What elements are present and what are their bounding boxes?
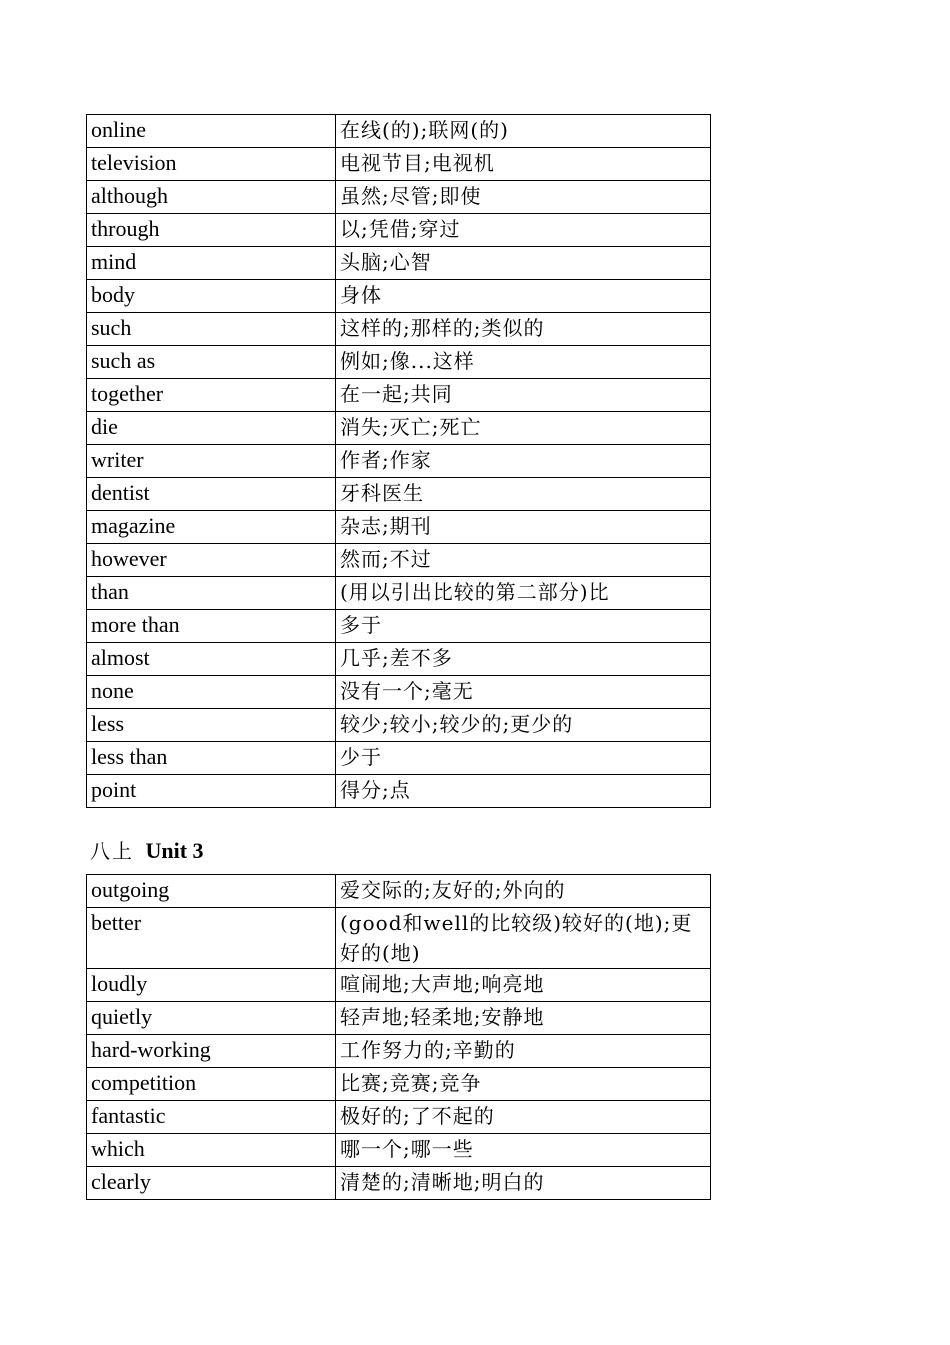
- vocab-word: together: [87, 379, 336, 412]
- vocab-meaning: 多于: [336, 610, 711, 643]
- vocab-word: magazine: [87, 511, 336, 544]
- vocab-word: online: [87, 115, 336, 148]
- vocab-row: [87, 379, 711, 412]
- vocab-meaning: 头脑;心智: [336, 247, 711, 280]
- vocab-word: die: [87, 412, 336, 445]
- vocab-word: writer: [87, 445, 336, 478]
- vocab-meaning: 哪一个;哪一些: [336, 1134, 711, 1167]
- vocab-meaning: 例如;像...这样: [336, 346, 711, 379]
- vocab-word: outgoing: [87, 875, 336, 908]
- vocab-row: [87, 676, 711, 709]
- vocab-meaning: 身体: [336, 280, 711, 313]
- vocab-meaning: 以;凭借;穿过: [336, 214, 711, 247]
- vocab-meaning: (good和well的比较级)较好的(地);更好的(地): [336, 908, 711, 969]
- vocab-word: such as: [87, 346, 336, 379]
- vocab-row: [87, 908, 711, 969]
- vocab-row: [87, 775, 711, 808]
- vocab-meaning: 得分;点: [336, 775, 711, 808]
- vocab-meaning: 作者;作家: [336, 445, 711, 478]
- vocab-meaning: 少于: [336, 742, 711, 775]
- vocab-row: [87, 577, 711, 610]
- vocab-meaning: 较少;较小;较少的;更少的: [336, 709, 711, 742]
- vocab-meaning: 电视节目;电视机: [336, 148, 711, 181]
- vocab-row: [87, 445, 711, 478]
- vocab-meaning: 在线(的);联网(的): [336, 115, 711, 148]
- vocab-row: [87, 181, 711, 214]
- vocab-meaning: 然而;不过: [336, 544, 711, 577]
- section-grade: 八上: [90, 839, 134, 863]
- vocab-word: fantastic: [87, 1101, 336, 1134]
- vocab-word: dentist: [87, 478, 336, 511]
- vocab-meaning: 这样的;那样的;类似的: [336, 313, 711, 346]
- vocab-row: [87, 1002, 711, 1035]
- vocab-row: [87, 247, 711, 280]
- vocab-meaning: 比赛;竞赛;竞争: [336, 1068, 711, 1101]
- vocab-meaning: 没有一个;毫无: [336, 676, 711, 709]
- vocab-row: [87, 1134, 711, 1167]
- vocab-meaning: 清楚的;清晰地;明白的: [336, 1167, 711, 1200]
- vocab-meaning: 轻声地;轻柔地;安静地: [336, 1002, 711, 1035]
- vocab-word: television: [87, 148, 336, 181]
- vocab-table-2: [86, 874, 711, 1200]
- vocab-row: [87, 346, 711, 379]
- vocab-word: such: [87, 313, 336, 346]
- vocab-row: [87, 148, 711, 181]
- vocab-word: almost: [87, 643, 336, 676]
- vocab-meaning: 牙科医生: [336, 478, 711, 511]
- vocab-meaning: 喧闹地;大声地;响亮地: [336, 969, 711, 1002]
- vocab-word: however: [87, 544, 336, 577]
- vocab-row: [87, 709, 711, 742]
- vocab-row: [87, 969, 711, 1002]
- vocab-table-2-body: [87, 875, 711, 1200]
- vocab-meaning: 爱交际的;友好的;外向的: [336, 875, 711, 908]
- vocab-row: [87, 1167, 711, 1200]
- vocab-table-1: [86, 114, 711, 808]
- vocab-word: point: [87, 775, 336, 808]
- vocab-word: which: [87, 1134, 336, 1167]
- vocab-row: [87, 511, 711, 544]
- vocab-row: [87, 742, 711, 775]
- vocab-word: clearly: [87, 1167, 336, 1200]
- vocab-word: loudly: [87, 969, 336, 1002]
- vocab-row: [87, 280, 711, 313]
- vocab-word: less: [87, 709, 336, 742]
- vocab-word: although: [87, 181, 336, 214]
- vocab-row: [87, 610, 711, 643]
- vocab-word: body: [87, 280, 336, 313]
- vocab-word: more than: [87, 610, 336, 643]
- vocab-meaning: 虽然;尽管;即使: [336, 181, 711, 214]
- vocab-word: better: [87, 908, 336, 969]
- section-heading: [90, 836, 204, 866]
- vocab-word: mind: [87, 247, 336, 280]
- vocab-meaning: (用以引出比较的第二部分)比: [336, 577, 711, 610]
- vocab-row: [87, 1101, 711, 1134]
- vocab-row: [87, 412, 711, 445]
- vocab-meaning: 极好的;了不起的: [336, 1101, 711, 1134]
- vocab-word: hard-working: [87, 1035, 336, 1068]
- vocab-word: through: [87, 214, 336, 247]
- vocab-row: [87, 875, 711, 908]
- vocab-meaning: 消失;灭亡;死亡: [336, 412, 711, 445]
- vocab-meaning: 在一起;共同: [336, 379, 711, 412]
- vocab-row: [87, 115, 711, 148]
- vocab-row: [87, 1068, 711, 1101]
- vocab-word: less than: [87, 742, 336, 775]
- vocab-row: [87, 478, 711, 511]
- vocab-meaning: 杂志;期刊: [336, 511, 711, 544]
- vocab-row: [87, 643, 711, 676]
- vocab-row: [87, 214, 711, 247]
- vocab-word: competition: [87, 1068, 336, 1101]
- vocab-word: than: [87, 577, 336, 610]
- vocab-row: [87, 1035, 711, 1068]
- section-unit: Unit 3: [145, 838, 204, 863]
- vocab-meaning: 工作努力的;辛勤的: [336, 1035, 711, 1068]
- vocab-table-1-body: [87, 115, 711, 808]
- vocab-row: [87, 313, 711, 346]
- vocab-meaning: 几乎;差不多: [336, 643, 711, 676]
- vocab-word: quietly: [87, 1002, 336, 1035]
- vocab-row: [87, 544, 711, 577]
- vocab-word: none: [87, 676, 336, 709]
